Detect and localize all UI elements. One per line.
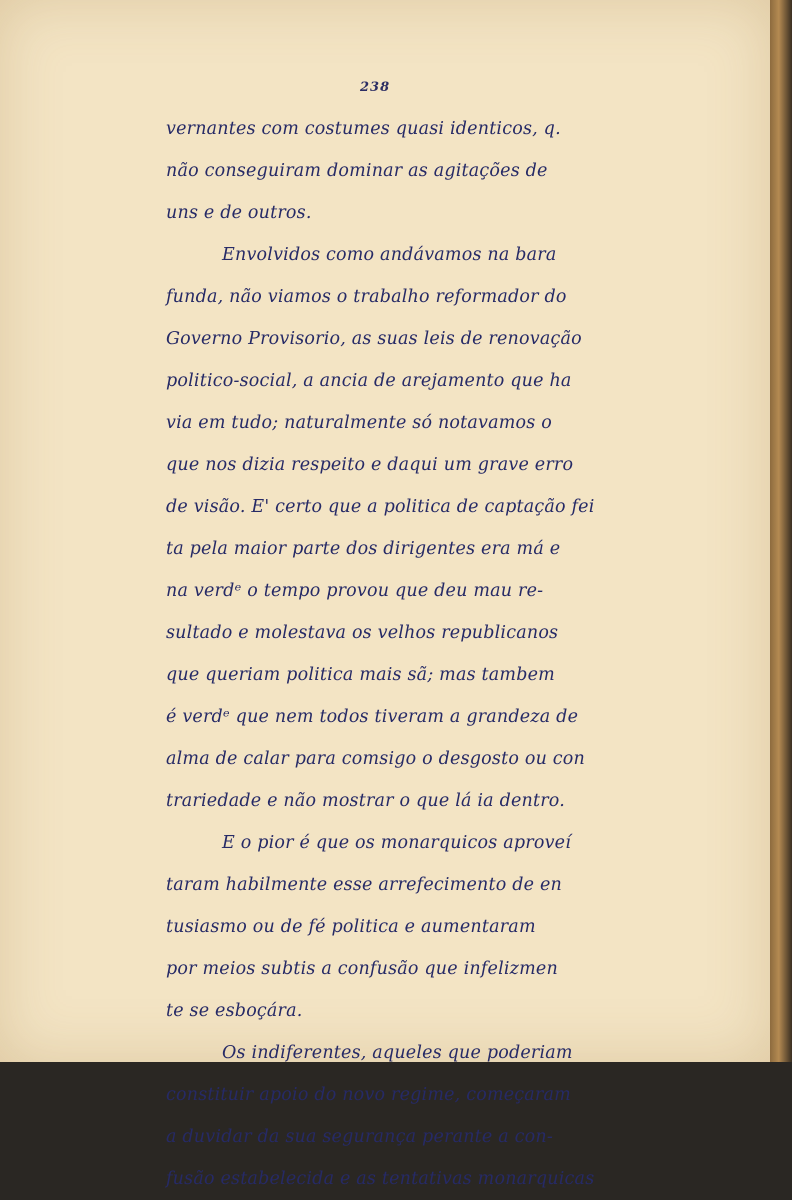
text-line: vernantes com costumes quasi identicos, q.	[166, 119, 561, 139]
text-line: de visão. E' certo que a politica de captação fei	[166, 497, 595, 517]
book-page-edge	[770, 0, 792, 1062]
text-line: Governo Provisorio, as suas leis de renovação	[166, 329, 582, 349]
text-line: E o pior é que os monarquicos aproveí	[222, 833, 572, 853]
text-line: tusiasmo ou de fé politica e aumentaram	[166, 917, 536, 937]
text-line: te se esboçára.	[166, 1001, 303, 1021]
text-line: na verdᵉ o tempo provou que deu mau re-	[166, 581, 544, 601]
text-line: constituir apoio do novo regime, começaram	[166, 1085, 571, 1105]
text-line: que nos dizia respeito e daqui um grave erro	[166, 455, 574, 475]
text-line: que queriam politica mais sã; mas tambem	[166, 665, 555, 685]
page-number: 238	[360, 80, 391, 95]
text-line: via em tudo; naturalmente só notavamos o	[166, 413, 552, 433]
text-line: alma de calar para comsigo o desgosto ou con	[166, 749, 586, 769]
text-line: taram habilmente esse arrefecimento de en	[166, 875, 562, 895]
handwritten-text-block	[166, 108, 676, 1200]
text-line: é verdᵉ que nem todos tiveram a grandeza de	[166, 707, 579, 727]
text-line: politico-social, a ancia de arejamento que ha	[166, 371, 572, 391]
text-line: por meios subtis a confusão que infelizmen	[166, 959, 558, 979]
text-line: fusão estabelecida e as tentativas monarquicas	[166, 1169, 595, 1189]
text-line: não conseguiram dominar as agitações de	[166, 161, 548, 181]
text-line: ta pela maior parte dos dirigentes era má e	[166, 539, 561, 559]
text-line: sultado e molestava os velhos republicanos	[166, 623, 559, 643]
text-line: Os indiferentes, aqueles que poderiam	[222, 1043, 573, 1063]
text-line: uns e de outros.	[166, 203, 312, 223]
text-line: funda, não viamos o trabalho reformador do	[166, 287, 567, 307]
text-line: a duvidar da sua segurança perante a con-	[166, 1127, 553, 1147]
text-line: trariedade e não mostrar o que lá ia dentro.	[166, 791, 565, 811]
text-line: Envolvidos como andávamos na bara	[222, 245, 557, 265]
